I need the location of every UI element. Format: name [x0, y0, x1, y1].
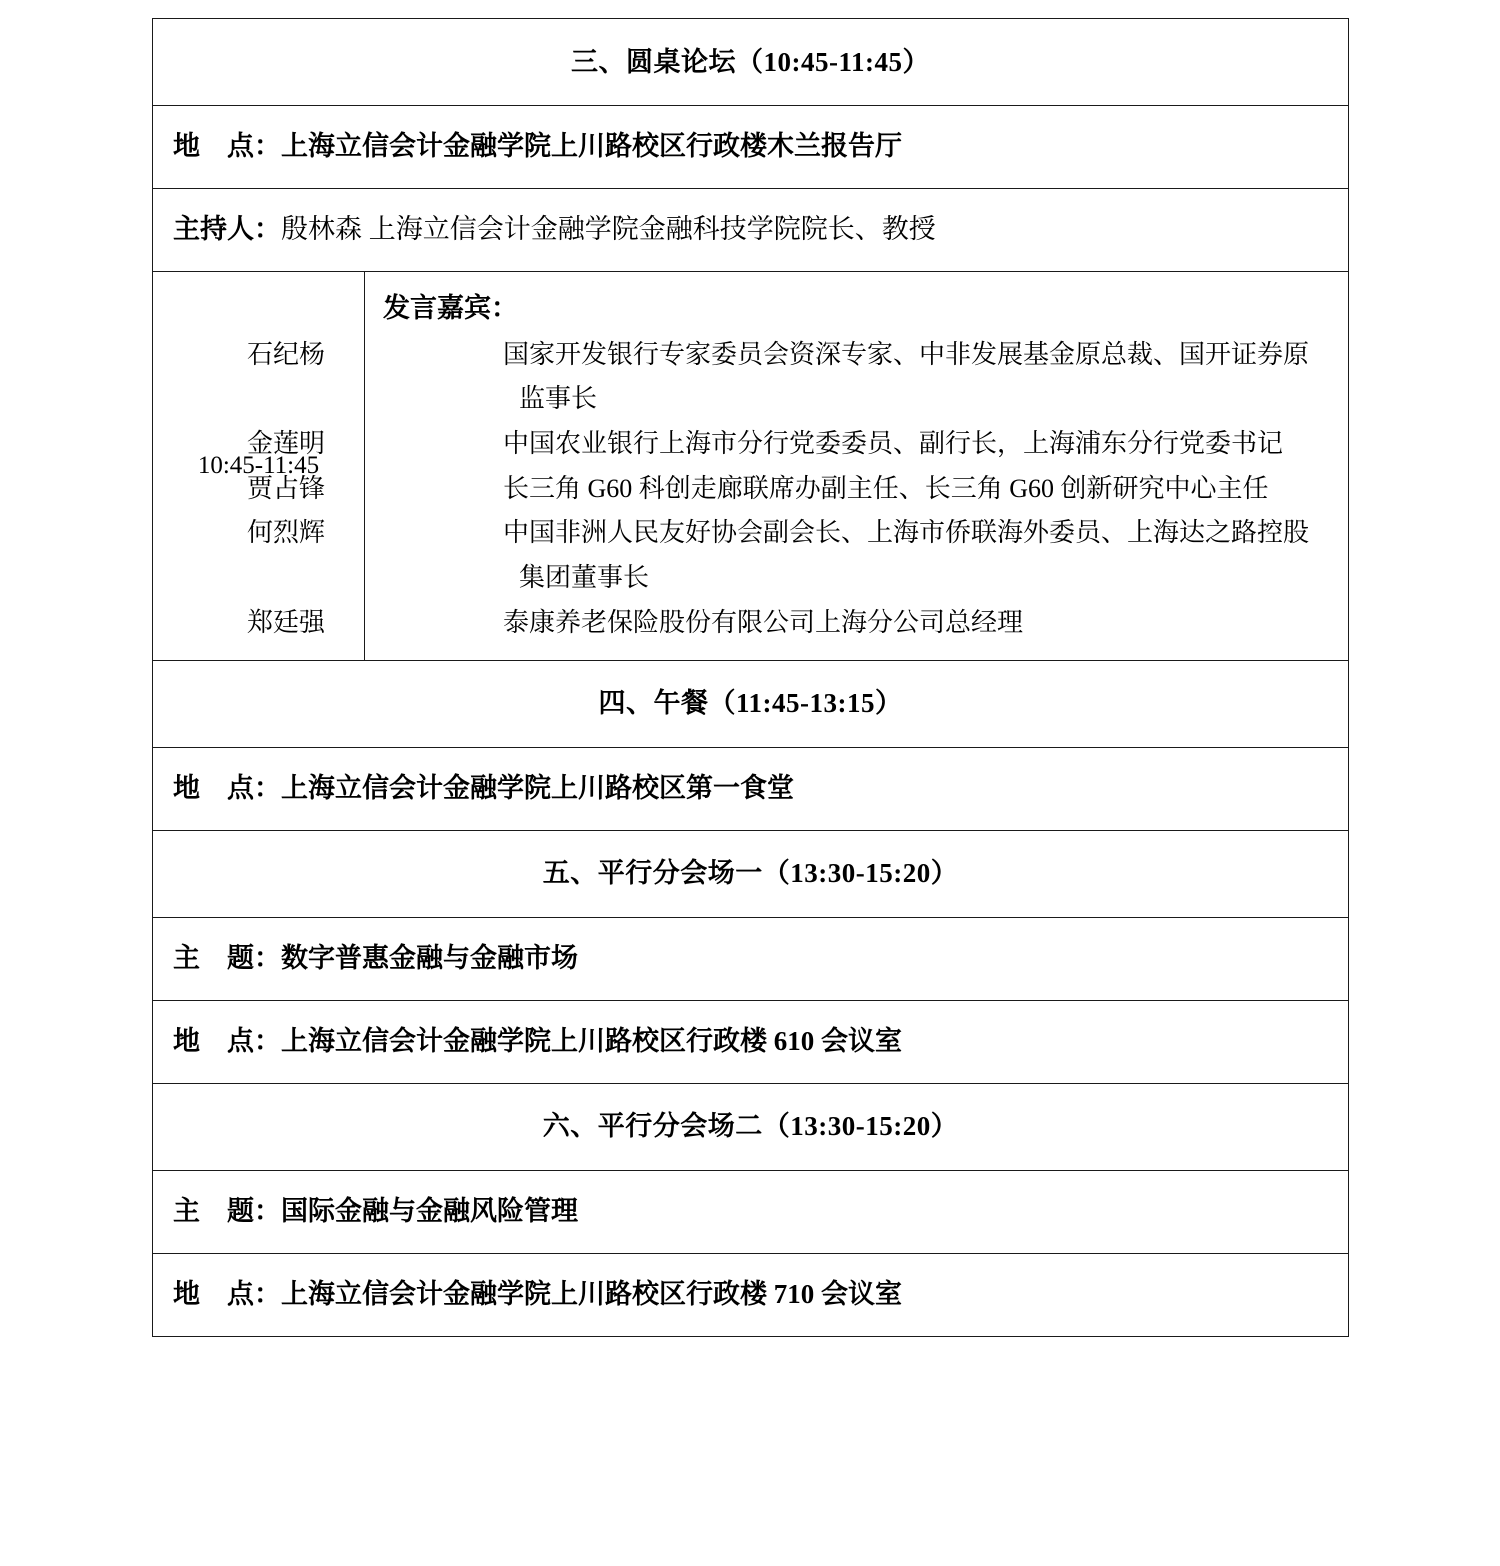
list-item: [247, 511, 1334, 600]
table-row-parallel-two-topic: [153, 1170, 1349, 1253]
roundtable-host-value: 殷林森 上海立信会计金融学院金融科技学院院长、教授: [281, 214, 936, 245]
table-row-roundtable-heading: [153, 19, 1349, 106]
table-row-lunch-heading: [153, 660, 1349, 747]
parallel-two-topic-value: 国际金融与金融风险管理: [281, 1195, 578, 1226]
roundtable-venue-cell: [153, 106, 1349, 189]
lunch-venue-value: 上海立信会计金融学院上川路校区第一食堂: [281, 772, 794, 803]
parallel-one-topic-label: 主 题：: [173, 942, 281, 973]
guest-role: 长三角 G60 科创走廊联席办副主任、长三角 G60 创新研究中心主任: [503, 473, 1269, 503]
section-heading-parallel-two-text: 六、平行分会场二（13:30-15:20）: [542, 1111, 959, 1142]
parallel-two-venue-value: 上海立信会计金融学院上川路校区行政楼 710 会议室: [281, 1278, 902, 1309]
guest-role: 中国非洲人民友好协会副会长、上海市侨联海外委员、上海达之路控股集团董事长: [503, 518, 1310, 593]
roundtable-venue-label: 地 点：: [173, 131, 281, 162]
roundtable-host-cell: [153, 189, 1349, 272]
section-heading-roundtable: [153, 19, 1349, 106]
table-row-roundtable-venue: [153, 106, 1349, 189]
parallel-one-topic-value: 数字普惠金融与金融市场: [281, 942, 578, 973]
parallel-one-venue-value: 上海立信会计金融学院上川路校区行政楼 610 会议室: [281, 1025, 902, 1056]
section-heading-parallel-one-text: 五、平行分会场一（13:30-15:20）: [542, 858, 959, 889]
table-row-lunch-venue: [153, 747, 1349, 830]
section-heading-lunch: [153, 660, 1349, 747]
list-item: [247, 601, 1334, 646]
parallel-one-venue-cell: [153, 1000, 1349, 1083]
guest-name: 贾占锋: [247, 473, 326, 503]
table-row-parallel-one-heading: [153, 830, 1349, 917]
guest-name: 郑廷强: [247, 607, 326, 637]
lunch-venue-cell: [153, 747, 1349, 830]
section-heading-parallel-two: [153, 1083, 1349, 1170]
table-row-parallel-one-venue: [153, 1000, 1349, 1083]
section-heading-roundtable-text: 三、圆桌论坛（10:45-11:45）: [571, 46, 930, 77]
roundtable-venue-line: [153, 130, 1348, 164]
parallel-one-venue-line: [153, 1025, 1348, 1059]
list-item: [247, 422, 1334, 467]
table-row-parallel-two-heading: [153, 1083, 1349, 1170]
section-heading-lunch-text: 四、午餐（11:45-13:15）: [598, 688, 903, 719]
roundtable-host-label: 主持人：: [173, 214, 281, 245]
parallel-one-topic-line: [153, 942, 1348, 976]
parallel-one-venue-label: 地 点：: [173, 1025, 281, 1056]
table-row-roundtable-body: [153, 272, 1349, 661]
guest-role: 国家开发银行专家委员会资深专家、中非发展基金原总裁、国开证券原监事长: [503, 339, 1310, 414]
roundtable-host-line: [153, 213, 1348, 247]
lunch-venue-label: 地 点：: [173, 772, 281, 803]
parallel-two-venue-line: [153, 1278, 1348, 1312]
guest-name: 何烈辉: [247, 518, 326, 548]
table-row-parallel-two-venue: [153, 1253, 1349, 1336]
guests-title: 发言嘉宾：: [383, 293, 518, 323]
table-row-roundtable-host: [153, 189, 1349, 272]
table-row-parallel-one-topic: [153, 917, 1349, 1000]
parallel-two-venue-label: 地 点：: [173, 1278, 281, 1309]
guest-role: 中国农业银行上海市分行党委委员、副行长，上海浦东分行党委书记: [503, 428, 1284, 458]
lunch-venue-line: [153, 772, 1348, 806]
parallel-two-topic-label: 主 题：: [173, 1195, 281, 1226]
list-item: [247, 467, 1334, 512]
guest-role: 泰康养老保险股份有限公司上海分公司总经理: [503, 607, 1024, 637]
section-heading-parallel-one: [153, 830, 1349, 917]
parallel-two-venue-cell: [153, 1253, 1349, 1336]
parallel-two-topic-cell: [153, 1170, 1349, 1253]
roundtable-venue-value: 上海立信会计金融学院上川路校区行政楼木兰报告厅: [281, 131, 902, 162]
parallel-two-topic-line: [153, 1195, 1348, 1229]
parallel-one-topic-cell: [153, 917, 1349, 1000]
agenda-table: [152, 18, 1349, 1337]
list-item: [247, 333, 1334, 422]
roundtable-time-cell: 10:45-11:45: [153, 272, 365, 661]
guest-name: 石纪杨: [247, 339, 326, 369]
guest-name: 金莲明: [247, 428, 326, 458]
